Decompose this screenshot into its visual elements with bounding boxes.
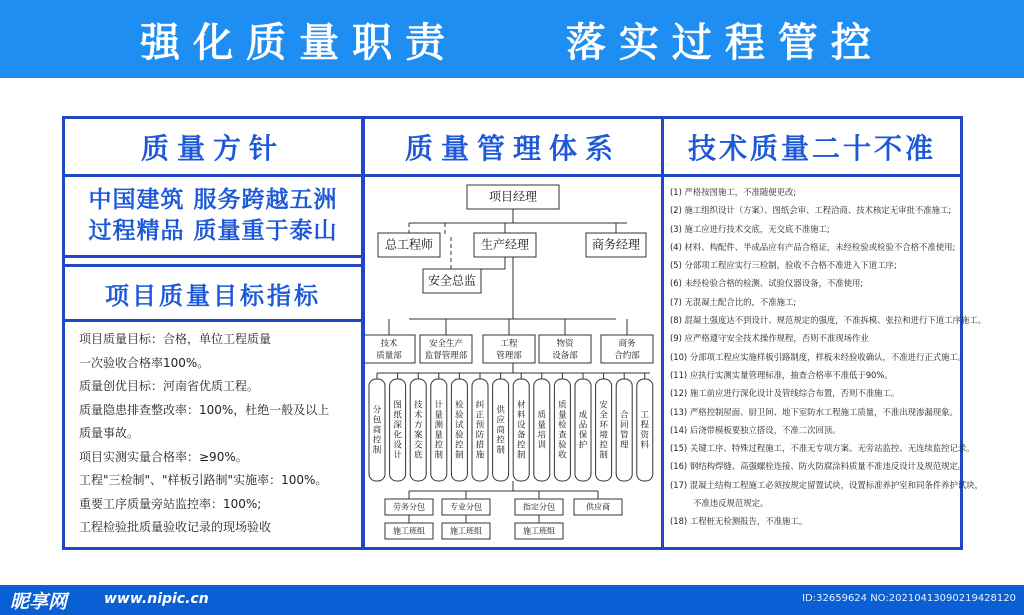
org-function-char: 量 (434, 429, 444, 440)
org-function-char: 查 (558, 429, 567, 440)
org-label: 管理部 (496, 349, 522, 360)
target-line: 重要工序质量旁站监控率：100%; (79, 496, 262, 511)
policy-slogan (65, 177, 361, 253)
org-function-char: 质 (537, 409, 547, 420)
quality-policy-title: 质量方针 (140, 131, 285, 165)
org-label: 安全生产 (428, 337, 464, 348)
org-function-char: 收 (558, 449, 567, 460)
org-function-char: 制 (599, 449, 608, 460)
org-function-char: 方 (413, 419, 423, 430)
org-function-char: 技 (413, 399, 423, 410)
org-label: 质量部 (376, 349, 402, 360)
rule-item: (2) 施工组织设计（方案）、图纸会审、工程洽商、技术核定无审批不准施工; (670, 205, 952, 216)
org-function-char: 测 (434, 419, 444, 430)
org-function-char: 管 (619, 429, 629, 440)
slogan-line: 过程精品 质量重于泰山 (88, 218, 338, 244)
org-function-char: 供 (496, 404, 505, 415)
rules-panel (661, 116, 987, 550)
org-label: 商务 (618, 337, 636, 348)
rule-item: (11) 应执行实测实量管理标准，抽查合格率不准低于90%。 (670, 369, 893, 380)
quality-policy-panel (62, 116, 364, 550)
org-function-char: 安 (599, 399, 608, 410)
org-function-char: 术 (413, 409, 423, 420)
org-function-char: 合 (619, 409, 629, 420)
org-label: 供应商 (586, 502, 610, 512)
org-function-char: 料 (640, 439, 650, 450)
section-divider (65, 255, 361, 267)
org-label: 监督管理部 (424, 349, 468, 360)
watermark-bar (0, 585, 1024, 615)
rules-header (664, 119, 960, 177)
rule-item: (16) 钢结构焊缝、高强螺栓连接、防火防腐涂料质量不准违反设计及规范规定。 (670, 461, 967, 472)
org-function-char: 验 (558, 439, 567, 450)
org-function-char: 化 (393, 429, 402, 440)
org-function-char: 同 (619, 419, 629, 430)
org-function-char: 防 (475, 429, 485, 440)
org-function-char: 量 (558, 409, 567, 420)
org-function-char: 材 (516, 399, 526, 410)
rule-item (670, 476, 983, 513)
org-function-char: 计 (393, 449, 402, 460)
org-function-char: 图 (393, 399, 402, 410)
org-function-char: 制 (455, 449, 464, 460)
org-function-char: 制 (496, 444, 505, 455)
target-line: 一次验收合格率100%。 (79, 355, 210, 370)
org-label: 安全总监 (427, 273, 477, 288)
org-function-char: 环 (599, 419, 608, 430)
org-function-char: 制 (516, 449, 526, 460)
target-line: 工程"三检制"、"样板引路制"实施率：100%。 (79, 473, 328, 487)
org-label: 设备部 (552, 349, 578, 360)
org-function-char: 控 (455, 439, 464, 450)
org-function-char: 设 (516, 419, 526, 430)
banner-title: 强化质量职责 落实过程管控 (140, 19, 884, 66)
org-function-char: 全 (599, 409, 608, 420)
org-function-char: 控 (434, 439, 444, 450)
org-function-char: 检 (455, 399, 464, 410)
org-function-char: 理 (619, 439, 629, 450)
org-label: 专业分包 (450, 502, 482, 512)
org-function-char: 措 (475, 439, 485, 450)
org-function-char: 训 (537, 439, 547, 450)
rule-item: (5) 分部项工程应实行三检制，验收不合格不准进入下道工序; (670, 260, 897, 271)
org-function-char: 纸 (393, 409, 402, 420)
org-label: 施工班组 (450, 526, 482, 536)
org-function-char: 深 (393, 419, 402, 430)
org-function-char: 量 (537, 419, 547, 430)
rule-item-line: (17) 混凝土结构工程施工必须按规定留置试块，设置标准养护室和同条件养护试块， (670, 479, 983, 490)
quality-system-title: 质量管理体系 (404, 131, 621, 165)
quality-system-header (365, 119, 661, 177)
org-label: 工程 (500, 337, 518, 348)
quality-policy-header (65, 119, 361, 177)
org-function-char: 控 (516, 439, 526, 450)
rule-item: (4) 材料、构配件、半成品应有产品合格证，未经检验或检验不合格不准使用; (670, 241, 956, 252)
watermark-brand: 昵享网 (10, 591, 68, 613)
quality-system-panel (362, 116, 664, 550)
target-line: 项目质量目标：合格，单位工程质量 (79, 332, 272, 346)
org-chart (365, 177, 661, 547)
org-function-char: 包 (372, 414, 382, 425)
org-function-char: 案 (413, 429, 423, 440)
org-function-char: 底 (413, 449, 423, 460)
rule-item: (18) 工程桩无检测报告，不准施工。 (670, 516, 808, 527)
rule-item: (15) 关键工序、特殊过程施工，不准无专项方案、无旁站监控、无连续监控记录。 (670, 443, 975, 454)
org-label: 物资 (556, 337, 574, 348)
watermark-url: www.nipic.cn (104, 591, 209, 607)
slogan-line: 中国建筑 服务跨越五洲 (88, 187, 338, 213)
org-function-char: 商 (372, 424, 382, 435)
org-function-char: 验 (455, 409, 464, 420)
org-function-char: 施 (475, 449, 485, 460)
watermark-id: ID:32659624 NO:20210413090219428120 (802, 593, 1016, 604)
org-function-char: 境 (599, 429, 608, 440)
org-function-char: 品 (578, 419, 588, 430)
targets-header (65, 267, 361, 322)
org-function-char: 护 (578, 439, 588, 450)
rule-item: (6) 未经检验合格的检测、试验仪器设备，不准使用; (670, 278, 864, 289)
org-function-char: 交 (413, 439, 423, 450)
org-function-char: 资 (640, 429, 650, 440)
rule-item: (13) 严格控制屋面、厨卫间、地下室防水工程施工质量，不准出现渗漏现象。 (670, 406, 958, 417)
org-function-char: 制 (372, 444, 382, 455)
org-function-char: 设 (393, 439, 402, 450)
org-function-char: 商 (496, 424, 505, 435)
target-line: 工程检验批质量验收记录的现场验收 (79, 520, 272, 534)
org-function-char: 分 (372, 404, 382, 415)
org-label: 施工班组 (393, 526, 425, 536)
rule-item: (10) 分部项工程应实施样板引路制度，样板未经验收确认，不准进行正式施工。 (670, 351, 967, 362)
org-function-char: 成 (578, 409, 588, 420)
rule-item: (7) 无混凝土配合比的，不准施工; (670, 296, 797, 307)
org-function-char: 质 (558, 399, 567, 410)
org-label: 项目经理 (488, 189, 538, 204)
targets-title: 项目质量目标指标 (105, 281, 321, 310)
org-label: 施工班组 (523, 526, 555, 536)
rule-item: (14) 后浇带模板要独立搭设，不准二次回顶。 (670, 424, 841, 435)
org-function-char: 计 (434, 399, 444, 410)
rule-item: (9) 应严格遵守安全技术操作规程，否则不准现场作业 (670, 333, 869, 344)
targets-list (65, 322, 361, 540)
target-line: 质量事故。 (79, 426, 140, 440)
rules-list (664, 177, 987, 531)
rules-title: 技术质量二十不准 (687, 131, 936, 165)
org-function-char: 培 (537, 429, 547, 440)
top-banner (0, 0, 1024, 78)
org-label: 商务经理 (591, 237, 641, 252)
org-chart-diagram (365, 177, 661, 547)
org-function-char: 应 (496, 414, 505, 425)
org-label: 指定分包 (523, 502, 555, 512)
rule-item: (12) 施工前应进行深化设计及管线综合布置，否则不准施工。 (670, 388, 900, 399)
org-label: 合约部 (614, 349, 640, 360)
rule-item: (3) 施工应进行技术交底，无交底不准施工; (670, 223, 830, 234)
org-function-char: 正 (475, 409, 485, 420)
org-function-char: 备 (516, 429, 526, 440)
org-function-char: 控 (496, 434, 505, 445)
org-function-char: 验 (455, 429, 464, 440)
org-function-char: 控 (599, 439, 608, 450)
rule-item: (1) 严格按图施工，不准随便更改; (670, 187, 797, 197)
org-label: 总工程师 (384, 237, 434, 252)
org-function-char: 纠 (475, 399, 485, 410)
target-line: 质量隐患排查整改率：100%，杜绝一般及以上 (79, 402, 330, 417)
org-function-char: 检 (558, 419, 567, 430)
org-function-char: 程 (640, 419, 650, 430)
org-function-char: 量 (434, 409, 444, 420)
org-function-char: 保 (578, 429, 588, 440)
org-function-char: 控 (372, 434, 382, 445)
org-function-char: 工 (640, 409, 650, 420)
target-line: 质量创优目标：河南省优质工程。 (79, 379, 260, 393)
rule-item-line: 不准违反规范规定。 (693, 498, 769, 509)
org-function-char: 制 (434, 449, 444, 460)
org-function-char: 料 (516, 409, 526, 420)
org-label: 技术 (380, 337, 398, 348)
org-function-char: 预 (475, 419, 485, 430)
org-function-char: 试 (455, 419, 464, 430)
target-line: 项目实测实量合格率：≥90%。 (79, 449, 248, 464)
rule-item: (8) 混凝土强度达不到设计、规范规定的强度，不准拆模、张拉和进行下道工序施工。 (670, 315, 987, 326)
org-label: 劳务分包 (393, 502, 425, 512)
org-label: 生产经理 (480, 237, 530, 252)
